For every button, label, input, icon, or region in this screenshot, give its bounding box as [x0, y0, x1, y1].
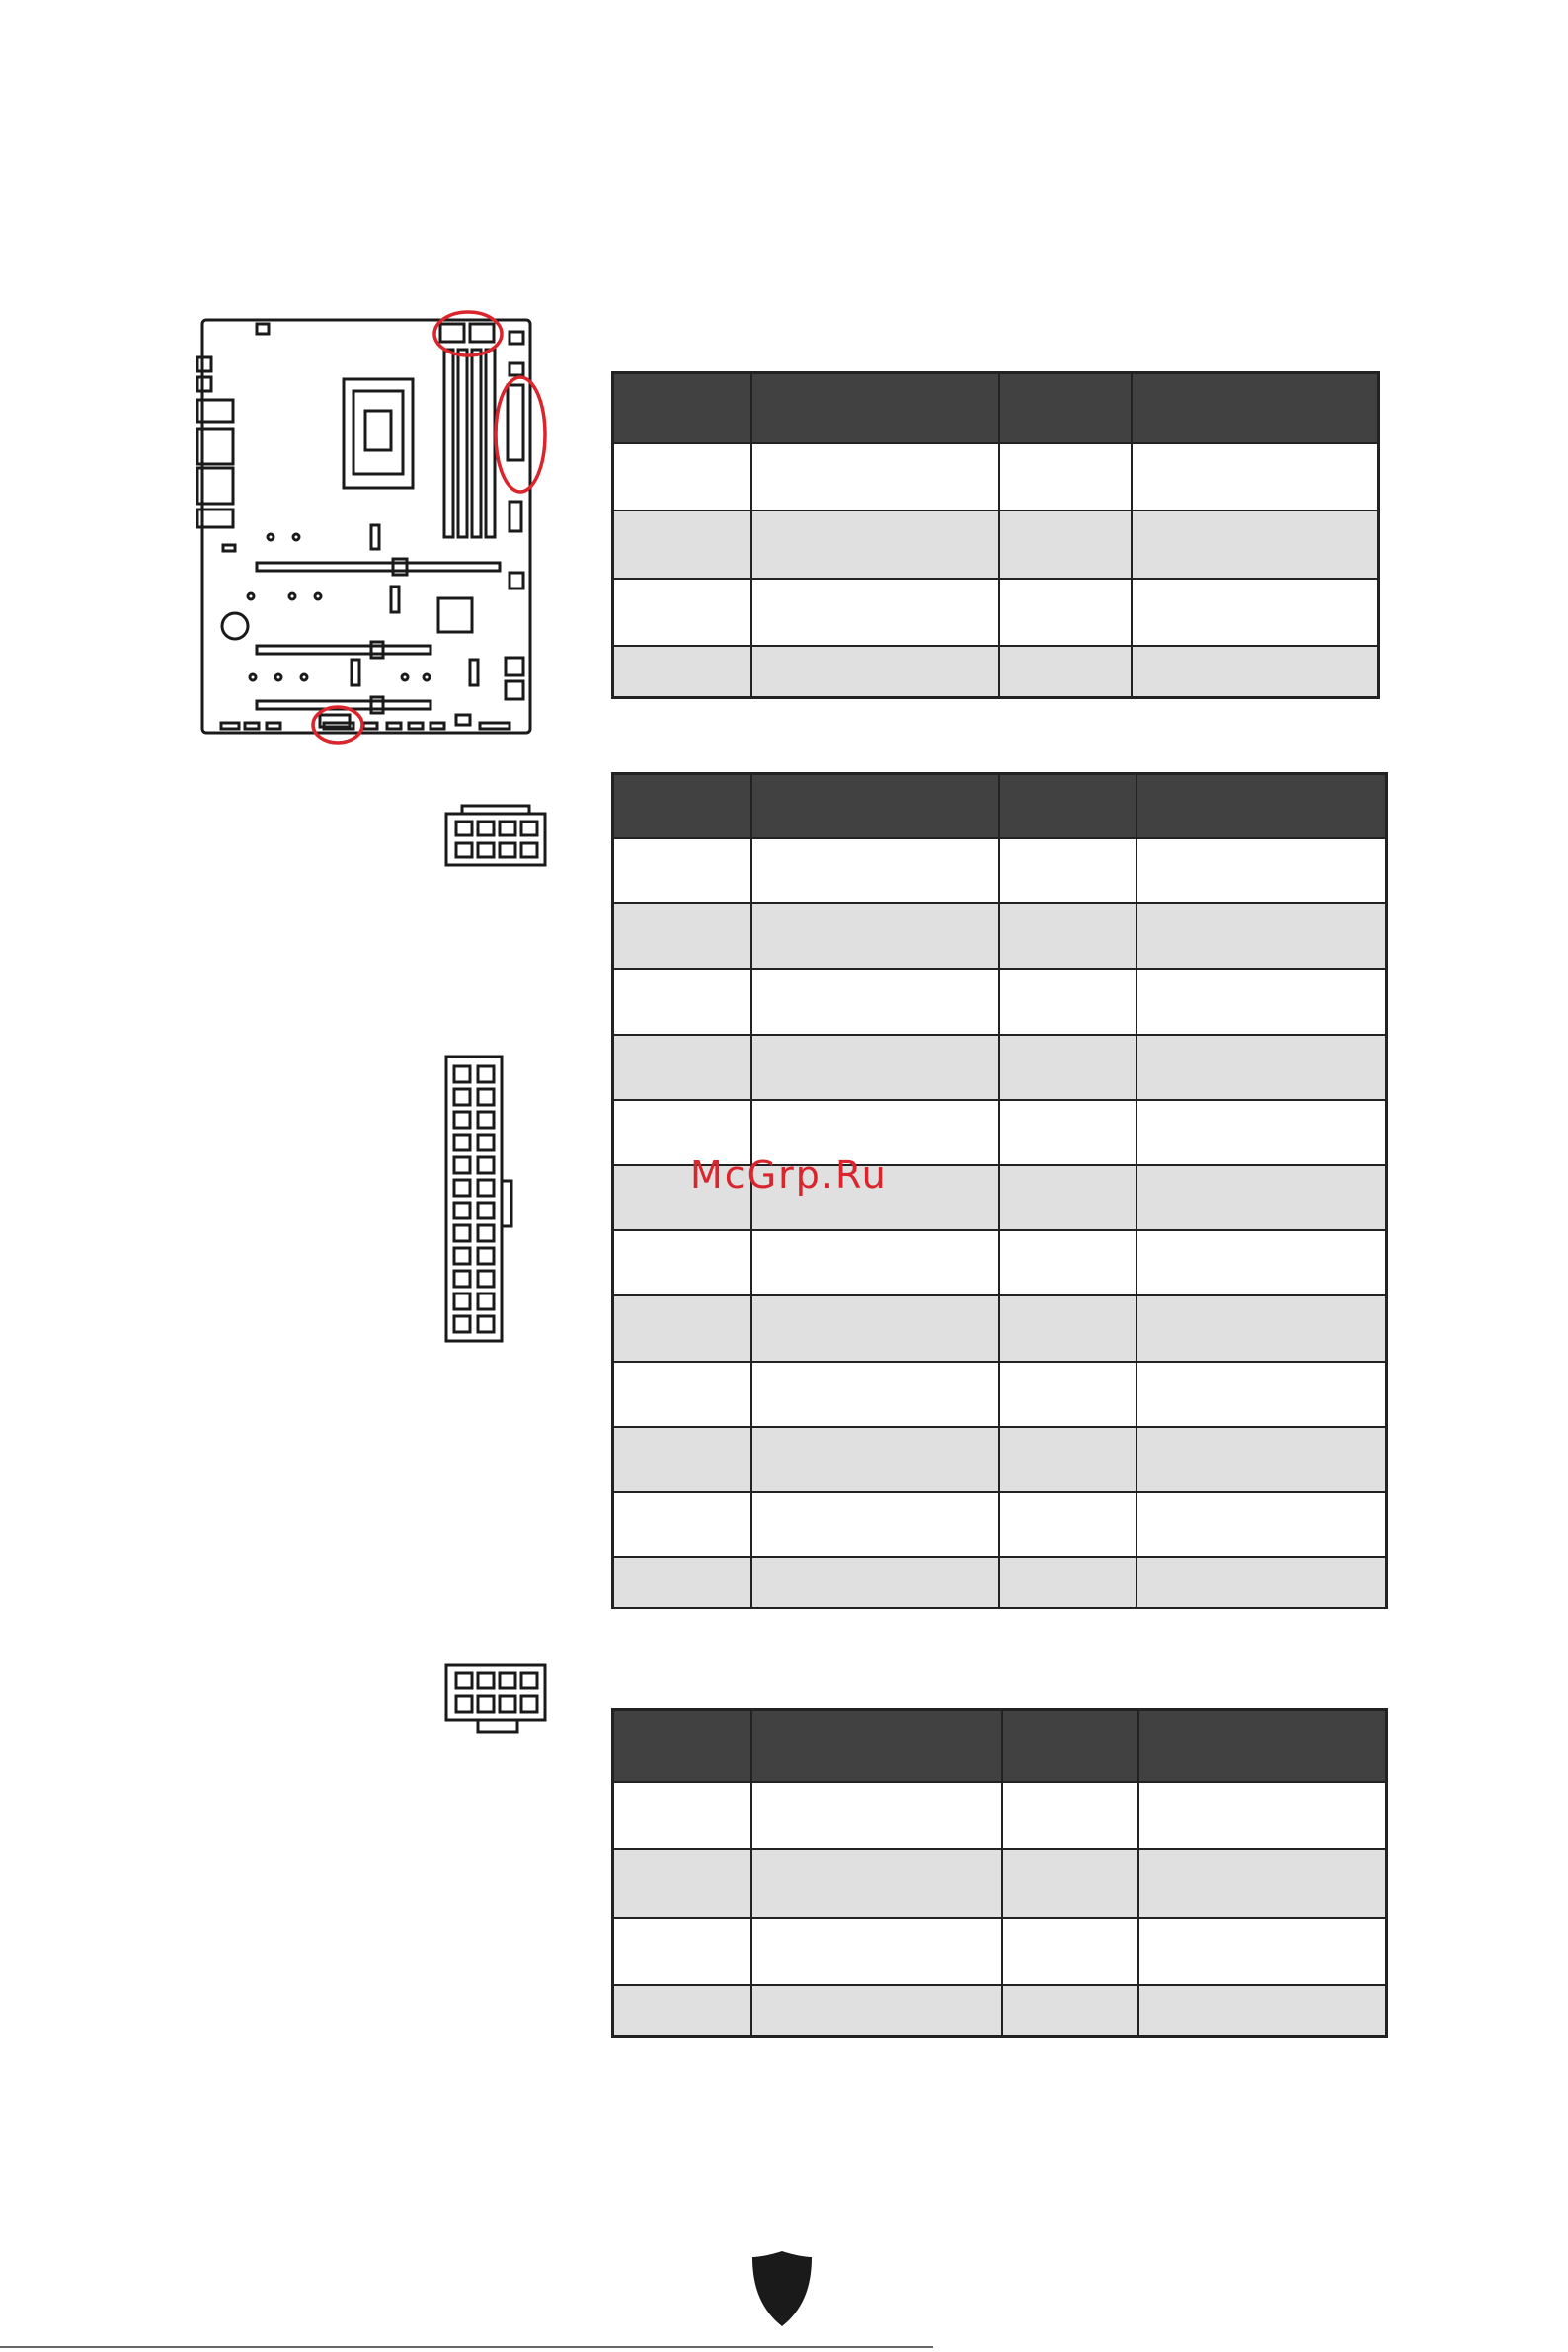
shield-logo-icon [748, 2249, 816, 2328]
pin-table-3 [611, 1708, 1388, 2038]
connector-8pin-bottom-icon [442, 1661, 551, 1740]
watermark-text: McGrp.Ru [690, 1153, 888, 1197]
pin-table-1 [611, 371, 1380, 699]
connector-24pin-icon [442, 1053, 513, 1345]
footer-divider [0, 2346, 933, 2348]
motherboard-diagram [194, 308, 549, 752]
connector-8pin-icon [442, 802, 551, 871]
